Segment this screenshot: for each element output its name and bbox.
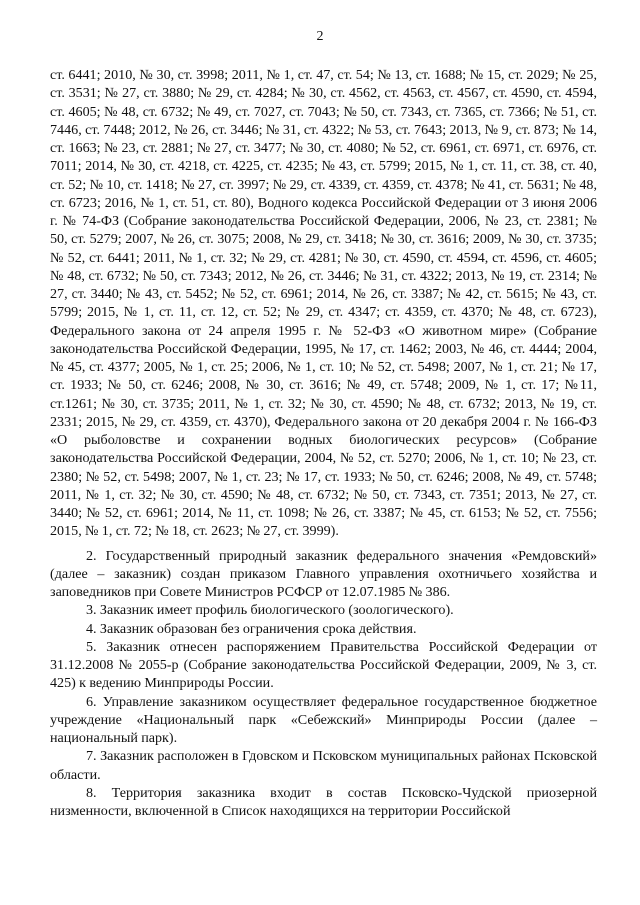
page-number: 2: [316, 29, 324, 44]
paragraph-item-7: 7. Заказник расположен в Гдовском и Псковском муниципальных районах Псковской области.: [50, 748, 597, 783]
paragraph-item-4: 4. Заказник образован без ограничения срока действия.: [86, 620, 417, 637]
paragraph-item-3: 3. Заказник имеет профиль биологического (зоологического).: [86, 602, 454, 619]
paragraph-item-2: 2. Государственный природный заказник федерального значения «Ремдовский» (далее – заказник) создан приказом Главного управления охотничьего хозяйства и заповедников при Совете Министров РСФСР от 12.07.1985 № 386.: [50, 547, 597, 600]
document-body: [50, 66, 597, 820]
paragraph-item-8: 8. Территория заказника входит в состав Псковско-Чудской приозерной низменности, включенной в Список находящихся на территории Российской: [50, 784, 597, 819]
paragraph-legal-references: ст. 6441; 2010, № 30, ст. 3998; 2011, № 1, ст. 47, ст. 54; № 13, ст. 1688; № 15, ст. 2029; № 25, ст. 3531; № 27, ст. 3880; № 29, ст. 4284; № 30, ст. 4562, ст. 4563, ст. 4567, ст. 4590, ст. 4594, ст. 4605; № 48, ст. 6732; № 49, ст. 7027, ст. 7043; № 50, ст. 7343, ст. 7365, ст. 7366; № 51, ст. 7446, ст. 7448; 2012, № 26, ст. 3446; № 31, ст. 4322; № 53, ст. 7643; 2013, № 9, ст. 873; № 14, ст. 1663; № 23, ст. 2881; № 27, ст. 3477; № 30, ст. 4080; № 52, ст. 6961, ст. 6971, ст. 6976, ст. 7011; 2014, № 30, ст. 4218, ст. 4225, ст. 4235; № 43, ст. 5799; 2015, № 1, ст. 11, ст. 38, ст. 40, ст. 52; № 10, ст. 1418; № 27, ст. 3997; № 29, ст. 4339, ст. 4359, ст. 4378; № 41, ст. 5631; № 48, ст. 6723; 2016, № 1, ст. 51, ст. 80), Водного кодекса Российской Федерации от 3 июня 2006 г. № 74-ФЗ (Собрание законодательства Российской Федерации, 2006, № 23, ст. 2381; № 50, ст. 5279; 2007, № 26, ст. 3075; 2008, № 29, ст. 3418; № 30, ст. 3616; 2009, № 30, ст. 3735; № 52, ст. 6441; 2011, № 1, ст. 32; № 29, ст. 4281; № 30, ст. 4590, ст. 4594, ст. 4596, ст. 4605; № 48, ст. 6732; № 50, ст. 7343; 2012, № 26, ст. 3446; № 31, ст. 4322; 2013, № 19, ст. 2314; № 27, ст. 3440; № 43, ст. 5452; № 52, ст. 6961; 2014, № 26, ст. 3387; № 42, ст. 5615; № 43, ст. 5799; 2015, № 1, ст. 11, ст. 12, ст. 52; № 29, ст. 4347; ст. 4359, ст. 4370; № 48, ст. 6723), Федерального закона от 24 апреля 1995 г. № 52-ФЗ «О животном мире» (Собрание законодательства Российской Федерации, 1995, № 17, ст. 1462; 2003, № 46, ст. 4444; 2004, № 45, ст. 4377; 2005, № 1, ст. 25; 2006, № 1, ст. 10; № 52, ст. 5498; 2007, № 1, ст. 21; № 17, ст. 1933; № 50, ст. 6246; 2008, № 30, ст. 3616; № 49, ст. 5748; 2009, № 1, ст. 17; №11, ст.1261; № 30, ст. 3735; 2011, № 1, ст. 32; № 30, ст. 4590; № 48, ст. 6732; 2013, № 19, ст. 2331; 2015, № 29, ст. 4359, ст. 4370), Федерального закона от 20 декабря 2004 г. № 166-ФЗ «О рыболовстве и сохранении водных биологических ресурсов» (Собрание законодательства Российской Федерации, 2004, № 52, ст. 5270; 2006, № 1, ст. 10; № 23, ст. 2380; № 52, ст. 5498; 2007, № 1, ст. 23; № 17, ст. 1933; № 50, ст. 6246; 2008, № 49, ст. 5748; 2011, № 1, ст. 32; № 30, ст. 4590; № 48, ст. 6732; № 50, ст. 7343, ст. 7351; 2013, № 27, ст. 3440; № 52, ст. 6961; 2014, № 11, ст. 1098; № 26, ст. 3387; № 45, ст. 6153; № 52, ст. 7556; 2015, № 1, ст. 72; № 18, ст. 2623; № 27, ст. 3999).: [50, 67, 597, 540]
paragraph-item-6: 6. Управление заказником осуществляет федеральное государственное бюджетное учреждение «Национальный парк «Себежский» Минприроды России (далее – национальный парк).: [50, 693, 597, 746]
paragraph-item-5: 5. Заказник отнесен распоряжением Правительства Российской Федерации от 31.12.2008 № 2055-р (Собрание законодательства Российской Федерации, 2009, № 3, ст. 425) к ведению Минприроды России.: [50, 638, 597, 692]
